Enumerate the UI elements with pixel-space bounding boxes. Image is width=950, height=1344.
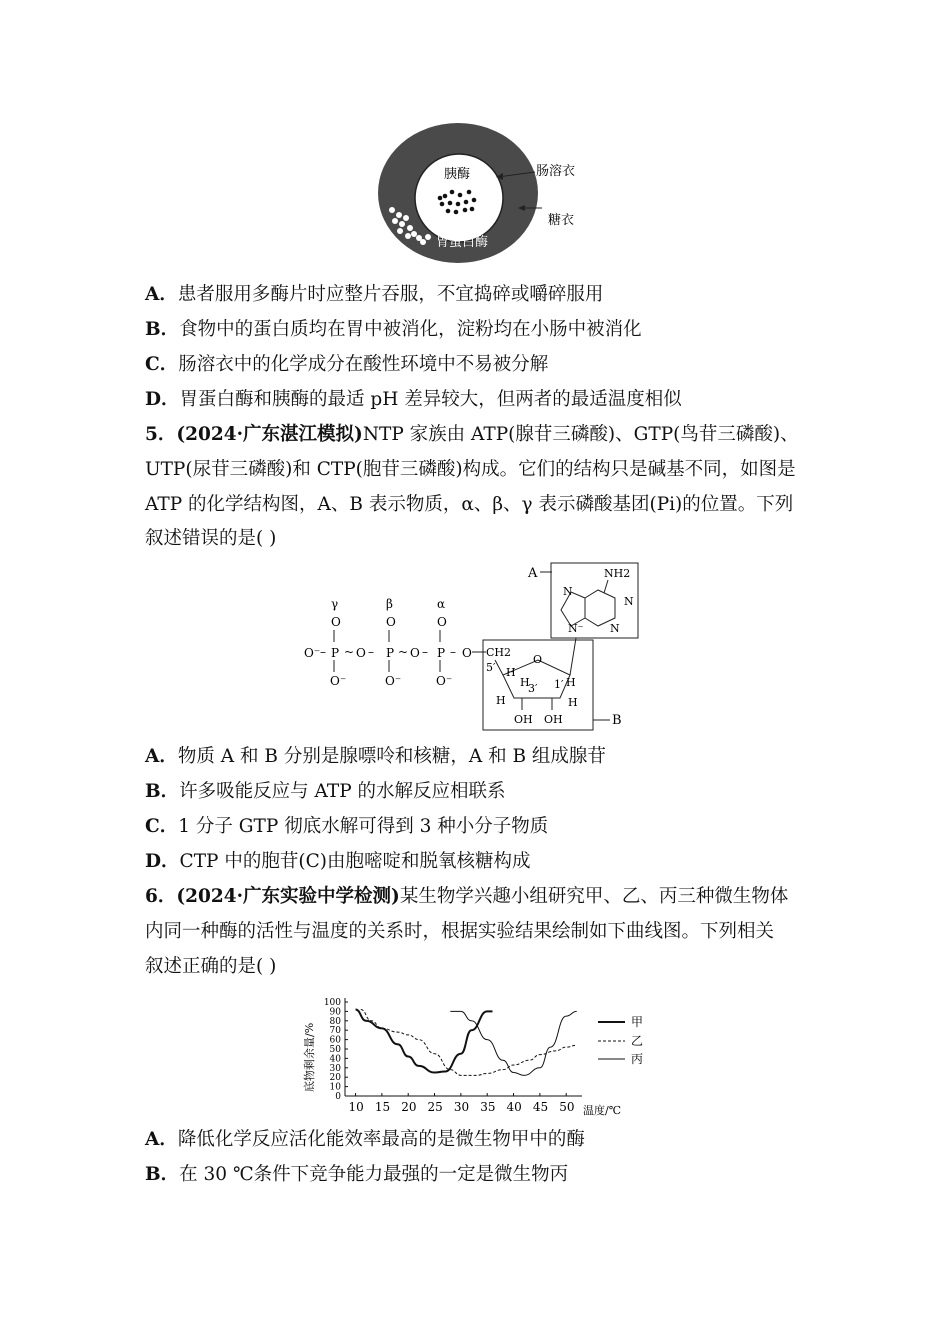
q6-option-b: B．在 30 ℃条件下竞争能力最强的一定是微生物丙: [145, 1164, 569, 1185]
ch2-bond: [495, 660, 503, 675]
carbon-3: 3′: [528, 682, 538, 695]
y-tick-label: 90: [329, 1007, 341, 1018]
y-tick-label: 40: [329, 1054, 341, 1065]
label-b: B: [612, 713, 622, 728]
o-bridge-1: O: [356, 646, 366, 660]
y-tick-label: 60: [329, 1035, 341, 1046]
x-axis-title: 温度/℃: [583, 1104, 622, 1117]
legend-label-jia: 甲: [631, 1015, 644, 1029]
o-bridge-2: O: [410, 646, 420, 660]
q6-option-a: A．降低化学反应活化能效率最高的是微生物甲中的酶: [145, 1129, 585, 1150]
x-tick-label: 40: [506, 1100, 522, 1114]
ring-n1: N: [563, 585, 573, 598]
q6-stem-line1: 6．(2024·广东实验中学检测)某生物学兴趣小组研究甲、乙、丙三种微生物体: [145, 886, 789, 907]
q5-stem-line1: 5．(2024·广东湛江模拟)NTP 家族由 ATP(腺苷三磷酸)、GTP(鸟苷三磷酸)、: [145, 424, 799, 445]
q5-stem-line2: UTP(尿苷三磷酸)和 CTP(胞苷三磷酸)构成。它们的结构只是碱基不同，如图是: [145, 459, 796, 480]
q4-option-b: B．食物中的蛋白质均在胃中被消化，淀粉均在小肠中被消化: [145, 319, 642, 340]
glycosidic-bond: [570, 638, 576, 675]
top-o-2: O: [386, 615, 396, 629]
p-gamma: P: [331, 646, 340, 660]
legend-label-yi: 乙: [631, 1034, 644, 1048]
bottom-o-3: O⁻: [436, 674, 453, 688]
y-tick-label: 50: [329, 1045, 341, 1055]
ring-n3: N: [610, 622, 620, 635]
legend-label-bing: 丙: [631, 1052, 644, 1066]
label-a: A: [528, 566, 538, 581]
atp-structure-figure: [300, 560, 640, 735]
q5-option-b: B．许多吸能反应与 ATP 的水解反应相联系: [145, 781, 506, 802]
q5-option-c: C．1 分子 GTP 彻底水解可得到 3 种小分子物质: [145, 816, 549, 837]
x-tick-label: 15: [374, 1100, 391, 1114]
o-left: O⁻: [304, 646, 321, 660]
inner-label: 胰酶: [444, 167, 471, 182]
h-1: H: [506, 666, 516, 679]
q6-stem-line2: 内同一种酶的活性与温度的关系时，根据实验结果绘制如下曲线图。下列相关: [145, 921, 775, 942]
enteric-label: 肠溶衣: [536, 164, 576, 179]
x-tick-label: 50: [559, 1100, 575, 1114]
tilde-2: ~: [398, 645, 409, 659]
x-tick-label: 20: [401, 1100, 417, 1114]
beta-label: β: [386, 597, 393, 611]
q4-option-d: D．胃蛋白酶和胰酶的最适 pH 差异较大，但两者的最适温度相似: [145, 389, 682, 410]
ring-o: O: [533, 653, 543, 666]
legend: [598, 1015, 643, 1066]
sugar-label: 糖衣: [548, 213, 575, 228]
y-tick-label: 30: [329, 1063, 341, 1074]
y-tick-label: 20: [329, 1073, 341, 1084]
top-o-3: O: [437, 615, 447, 629]
dash-4: –: [450, 645, 456, 659]
q4-option-a: A．患者服用多酶片时应整片吞服，不宜捣碎或嚼碎服用: [145, 284, 604, 305]
gamma-label: γ: [331, 597, 339, 611]
nh2-label: NH2: [604, 567, 631, 580]
oh-2: OH: [544, 713, 563, 726]
substrate-temperature-chart: [295, 992, 655, 1120]
p-alpha: P: [437, 646, 446, 660]
x-tick-label: 30: [453, 1100, 470, 1114]
q4-option-c: C．肠溶衣中的化学成分在酸性环境中不易被分解: [145, 354, 549, 375]
q5-stem-line3: ATP 的化学结构图，A、B 表示物质，α、β、γ 表示磷酸基团(Pi)的位置。下列: [145, 494, 794, 515]
ch2-label: CH2: [486, 646, 512, 659]
bottom-o-2: O⁻: [385, 674, 402, 688]
q5-stem-line4: 叙述错误的是( ): [145, 528, 277, 549]
x-tick-label: 25: [427, 1100, 443, 1114]
y-axis-title: 底物剩余量/%: [303, 1022, 316, 1092]
p-beta: P: [386, 646, 395, 660]
dash-2: –: [368, 645, 374, 659]
y-tick-label: 10: [329, 1082, 341, 1093]
carbon-1: 1′: [554, 678, 564, 691]
series-bing-line: [450, 1011, 576, 1075]
y-tick-label: 100: [323, 998, 341, 1008]
h-4: H: [496, 694, 506, 707]
q6-stem-line3: 叙述正确的是( ): [145, 956, 277, 977]
h-5: H: [568, 696, 578, 709]
q5-option-a: A．物质 A 和 B 分别是腺嘌呤和核糖，A 和 B 组成腺苷: [145, 746, 606, 767]
x-tick-label: 10: [348, 1100, 364, 1114]
oh-1: OH: [514, 713, 533, 726]
series-jia-line: [356, 1010, 493, 1073]
top-o-1: O: [331, 615, 341, 629]
bottom-o-1: O⁻: [330, 674, 347, 688]
q5-option-d: D．CTP 中的胞苷(C)由胞嘧啶和脱氧核糖构成: [145, 851, 531, 872]
y-tick-label: 70: [329, 1026, 341, 1037]
amino-bond: [604, 580, 608, 593]
dash-1: –: [320, 645, 326, 659]
x-tick-label: 45: [532, 1100, 549, 1114]
y-tick-label: 80: [329, 1016, 341, 1027]
pepsin-label: 胃蛋白酶: [436, 235, 489, 250]
h-3: H: [566, 676, 576, 689]
adenine-six-ring: [585, 590, 615, 626]
alpha-label: α: [437, 597, 446, 611]
y-tick-label: 0: [335, 1092, 341, 1102]
enzyme-tablet-figure: [370, 120, 600, 270]
o-bridge-3: O: [462, 646, 472, 660]
tilde-1: ~: [344, 645, 355, 659]
ring-n-minus: N⁻: [568, 622, 584, 635]
carbon-5: 5′: [486, 661, 496, 674]
ring-n2: N: [624, 595, 634, 608]
h-2: H: [520, 676, 530, 689]
x-tick-label: 35: [480, 1100, 496, 1114]
dash-3: –: [422, 645, 428, 659]
